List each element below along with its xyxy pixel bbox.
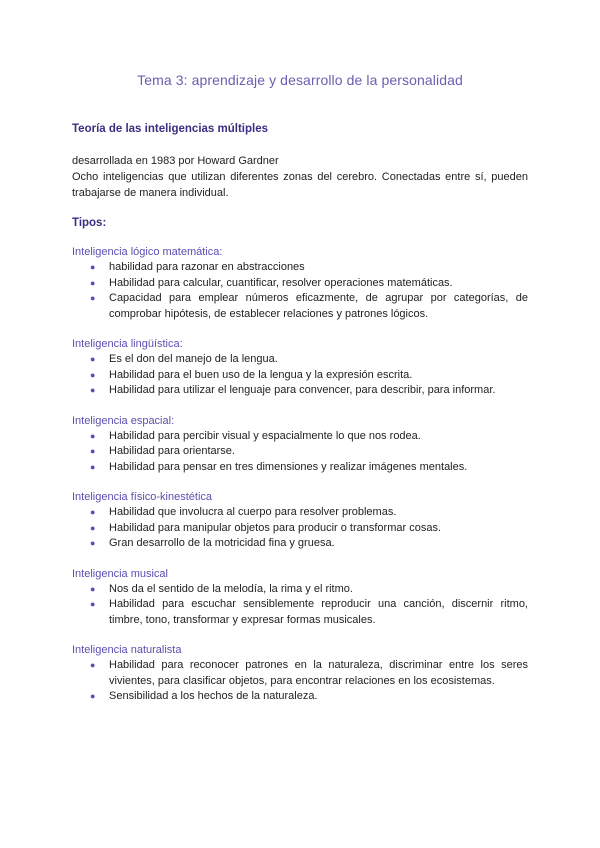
list-item-text: Habilidad para utilizar el lenguaje para convencer, para describir, para informar. — [109, 384, 496, 396]
bullet-list — [72, 260, 528, 322]
intelligence-section — [72, 413, 528, 476]
list-item-text: Habilidad para percibir visual y espacialmente lo que nos rodea. — [109, 429, 421, 442]
list-item — [72, 260, 528, 276]
types-heading: Tipos: — [72, 217, 107, 229]
intelligence-title: Inteligencia lógico matemática: — [72, 246, 223, 258]
bullet-icon: ● — [90, 583, 96, 594]
document-body — [72, 121, 528, 705]
bullet-icon: ● — [90, 293, 96, 303]
bullet-icon: ● — [90, 354, 96, 364]
intro-paragraph — [72, 153, 528, 201]
list-item — [72, 536, 528, 552]
intelligence-sections — [72, 244, 528, 705]
intelligence-title: Inteligencia espacial: — [72, 414, 175, 427]
bullet-icon: ● — [90, 430, 96, 441]
intro-line: desarrollada en 1983 por Howard Gardner — [72, 155, 279, 167]
bullet-list — [72, 352, 528, 399]
bullet-icon: ● — [90, 277, 96, 288]
list-item-text: Habilidad para manipular objetos para producir o transformar cosas. — [109, 521, 442, 534]
list-item — [72, 597, 528, 628]
intelligence-title: Inteligencia lingüística: — [72, 338, 183, 350]
bullet-icon: ● — [90, 660, 96, 670]
bullet-icon: ● — [90, 446, 96, 456]
list-item-text: Habilidad para el buen uso de la lengua y la expresión escrita. — [109, 368, 413, 381]
list-item-text: Habilidad para pensar en tres dimensiones y realizar imágenes mentales. — [109, 460, 468, 473]
list-item — [72, 582, 528, 598]
bullet-list — [72, 505, 528, 552]
bullet-list — [72, 658, 528, 705]
intelligence-section — [72, 566, 528, 629]
list-item — [72, 460, 528, 476]
list-item — [72, 444, 528, 460]
list-item — [72, 352, 528, 368]
bullet-icon: ● — [90, 369, 96, 380]
list-item-text: Habilidad para calcular, cuantificar, resolver operaciones matemáticas. — [109, 276, 453, 289]
bullet-icon: ● — [90, 461, 96, 472]
intelligence-section — [72, 336, 528, 399]
list-item — [72, 276, 528, 292]
intelligence-title: Inteligencia naturalista — [72, 644, 182, 656]
list-item — [72, 291, 528, 322]
list-item-text: Habilidad para reconocer patrones en la naturaleza, discriminar entre los seres vivientes, para clasificar objetos, para encontrar relaciones en los ecosistemas. — [109, 659, 528, 687]
list-item — [72, 689, 528, 705]
section-heading: Teoría de las inteligencias múltiples — [72, 123, 268, 135]
bullet-icon: ● — [90, 691, 96, 701]
intelligence-section — [72, 642, 528, 705]
intelligence-section — [72, 244, 528, 322]
page-title: Tema 3: aprendizaje y desarrollo de la personalidad — [137, 72, 463, 88]
list-item — [72, 429, 528, 445]
list-item-text: Gran desarrollo de la motricidad fina y gruesa. — [109, 537, 335, 549]
bullet-icon: ● — [90, 507, 96, 517]
intelligence-title: Inteligencia musical — [72, 567, 168, 580]
list-item — [72, 658, 528, 689]
list-item-text: Habilidad para escuchar sensiblemente reproducir una canción, discernir ritmo, timbre, tono, transformar y expresar formas musicales. — [109, 598, 528, 626]
bullet-list — [72, 582, 528, 629]
list-item-text: Capacidad para emplear números eficazmente, de agrupar por categorías, de comprobar hipótesis, de establecer relaciones y patrones lógicos. — [109, 292, 528, 320]
bullet-icon: ● — [90, 538, 96, 548]
bullet-icon: ● — [90, 262, 96, 272]
list-item — [72, 521, 528, 537]
list-item-text: Sensibilidad a los hechos de la naturaleza. — [109, 690, 318, 702]
list-item-text: Es el don del manejo de la lengua. — [109, 353, 278, 365]
list-item-text: Habilidad que involucra al cuerpo para resolver problemas. — [109, 506, 397, 518]
list-item-text: Habilidad para orientarse. — [109, 445, 235, 457]
bullet-icon: ● — [90, 522, 96, 533]
intelligence-section — [72, 489, 528, 552]
bullet-list — [72, 429, 528, 476]
intelligence-title: Inteligencia físico-kinestética — [72, 491, 213, 503]
bullet-icon: ● — [90, 385, 96, 395]
list-item-text: Nos da el sentido de la melodía, la rima y el ritmo. — [109, 582, 353, 595]
list-item — [72, 383, 528, 399]
list-item — [72, 368, 528, 384]
list-item-text: habilidad para razonar en abstracciones — [109, 261, 305, 273]
bullet-icon: ● — [90, 599, 96, 609]
list-item — [72, 505, 528, 521]
intro-line: Ocho inteligencias que utilizan diferentes zonas del cerebro. Conectadas entre sí, pueden trabajarse de manera individual. — [72, 171, 528, 199]
